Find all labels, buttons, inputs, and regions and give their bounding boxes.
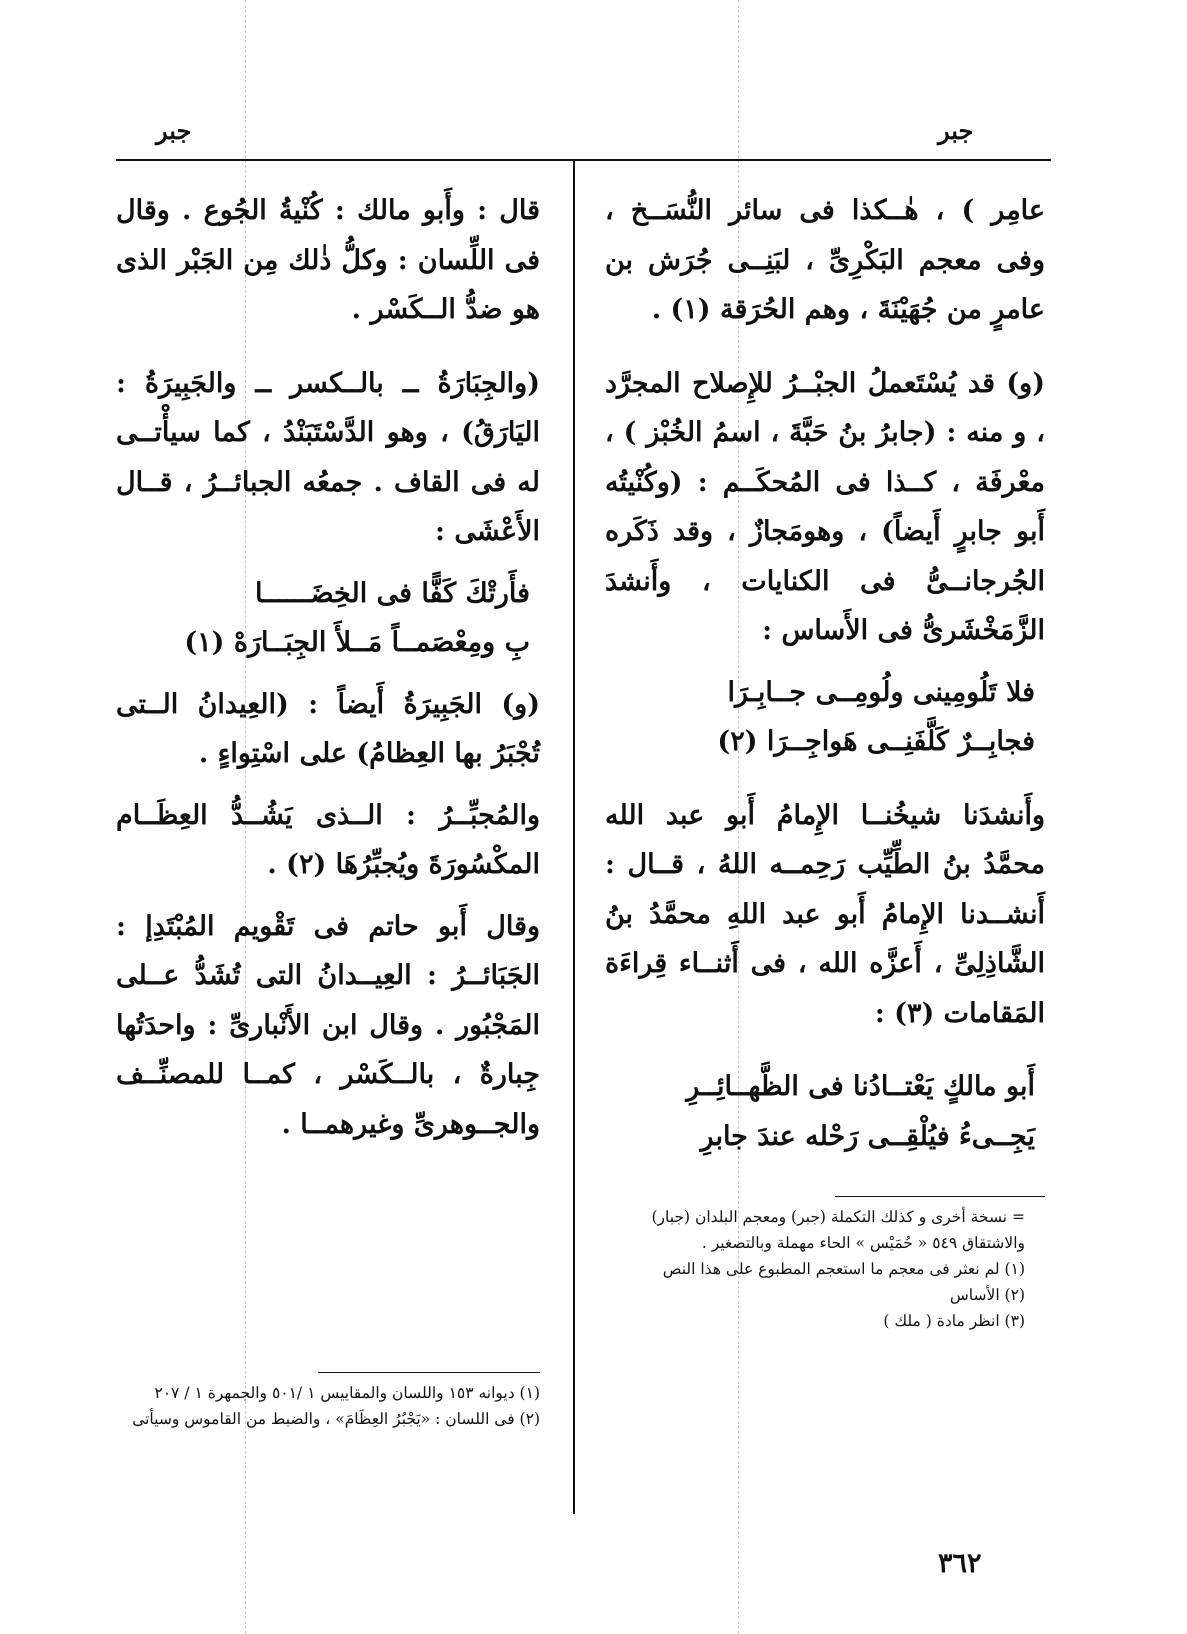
footnote: = نسخة أخرى و كذلك التكملة (جبر) ومعجم البلدان (جبار) والاشتقاق ٥٤٩ « حُمَيْس » الحاء مهملة وبالتصغير . [651, 1208, 1025, 1252]
footnote: (١) لم نعثر فى معجم ما استعجم المطبوع على هذا النص [662, 1260, 1025, 1278]
footnote-rule [835, 1196, 1045, 1197]
column-divider [573, 159, 575, 1514]
entry-paragraph: قال : وأَبو مالك : كُنْيةُ الجُوع . وقال فى اللِّسان : وكلُّ ذٰلك مِن الجَبْر الذى هو ضدُّ الــكَسْر . [116, 195, 540, 325]
verse-line: فلا تَلُومِينى ولُومِــى جــابِـرَا [727, 676, 1035, 708]
right-column [605, 186, 1045, 1161]
entry-paragraph: والمُجبِّــرُ : الــذى يَشُــدُّ العِظَــام المكْسُورَةَ ويُجبِّرُهَا (٢) . [116, 799, 540, 880]
verse-line: بِ ومِعْصَمــاً مَــلأَ الجِبَــارَهْ (١) [184, 627, 530, 658]
entry-paragraph: وأَنشدَنا شيخُنــا الإِمامُ أَبو عبد الله محمَّدُ بنُ الطِّيِّب رَحِمــه اللهُ ، قــال : أَنشــدنا الإِمامُ أَبو عبد اللهِ محمَّدُ بنُ الشَّاذِلِىِّ ، أَعزَّه الله ، فى أَثنــاء قِراءَة المَقامات (٣) : [605, 799, 1045, 1029]
entry-paragraph: وقال أَبو حاتم فى تَقْويم المُبْتَدِإ : الجَبَائــرُ : العِيــدانُ التى تُشَدُّ عــلى المَجْبُور . وقال ابن الأَنْبارىِّ : واحدَتُها جِبارةٌ ، بالــكَسْر ، كمــا للمصنِّــف والجــوهرىِّ وغيرهمــا . [116, 910, 540, 1140]
verse-line: أَبو مالكٍ يَعْتــادُنا فى الظَّهــائِــرِ [686, 1071, 1035, 1102]
entry-paragraph: عامِر ) ، هٰــكذا فى سائر النُّسَــخ ، وفى معجم البَكْرِىِّ ، لبَنِــى جُرَش بن عامرٍ من جُهَيْنَةَ ، وهم الحُرَقة (١) . [605, 195, 1045, 325]
verse-line: فجابِــرٌ كَلَّفَنِــى هَواجِــرَا (٢) [717, 726, 1035, 757]
verse-line: فأَرتْكَ كَفًّا فى الخِضَــــــا [254, 577, 530, 609]
header-left-word: جبر [156, 116, 192, 145]
header-rule [116, 159, 1051, 161]
entry-paragraph: (و) قد يُسْتَعملُ الجبْــرُ للإِصلاح المجرَّد ، و منه : (جابرُ بنُ حَبَّةَ ، اسمُ الخُبْز ) ، معْرفَة ، كــذا فى المُحكَــم : (وكُنْيتُه أَبو جابرٍ أَيضاً) ، وهومَجازٌ ، وقد ذَكَره الجُرجانــىُّ فى الكنايات ، وأَنشدَ الزَّمَخْشَرىُّ فى الأَساس : [605, 367, 1045, 646]
footnote: (٢) الأساس [949, 1286, 1025, 1304]
footnote: (٢) فى اللسان : «يَجْبُرُ العِظَامَ» ، والضبط من القاموس وسيأتى [132, 1410, 540, 1428]
entry-paragraph: (و) الجَبِيرَةُ أَيضاً : (العِيدانُ الــتى تُجْبَرُ بها العِظامُ) على اسْتِواءٍ . [116, 688, 540, 769]
footnote: (٣) انظر مادة ( ملك ) [883, 1312, 1025, 1330]
entry-paragraph: (والجِبَارَةُ ــ بالــكسر ــ والجَبِيرَةُ : اليَارَقُ) ، وهو الدَّسْتَبَنْدُ ، كما سيأْتــى له فى القاف . جمعُه الجبائــرُ ، قــال الأَعْشَى : [116, 367, 540, 547]
right-footnotes [605, 1204, 1025, 1334]
footnote: (١) ديوانه ١٥٣ واللسان والمقاييس ١ /٥٠١ والجمهرة ١ / ٢٠٧ [154, 1384, 540, 1402]
verse-line: يَجِــىءُ فيُلْقِــى رَحْله عندَ جابرِ [700, 1120, 1035, 1152]
left-footnotes [116, 1380, 540, 1432]
page-number: ٣٦٢ [938, 1548, 982, 1579]
header-right-word: جبر [938, 116, 974, 145]
left-column [116, 186, 540, 1149]
footnote-rule [318, 1372, 540, 1373]
